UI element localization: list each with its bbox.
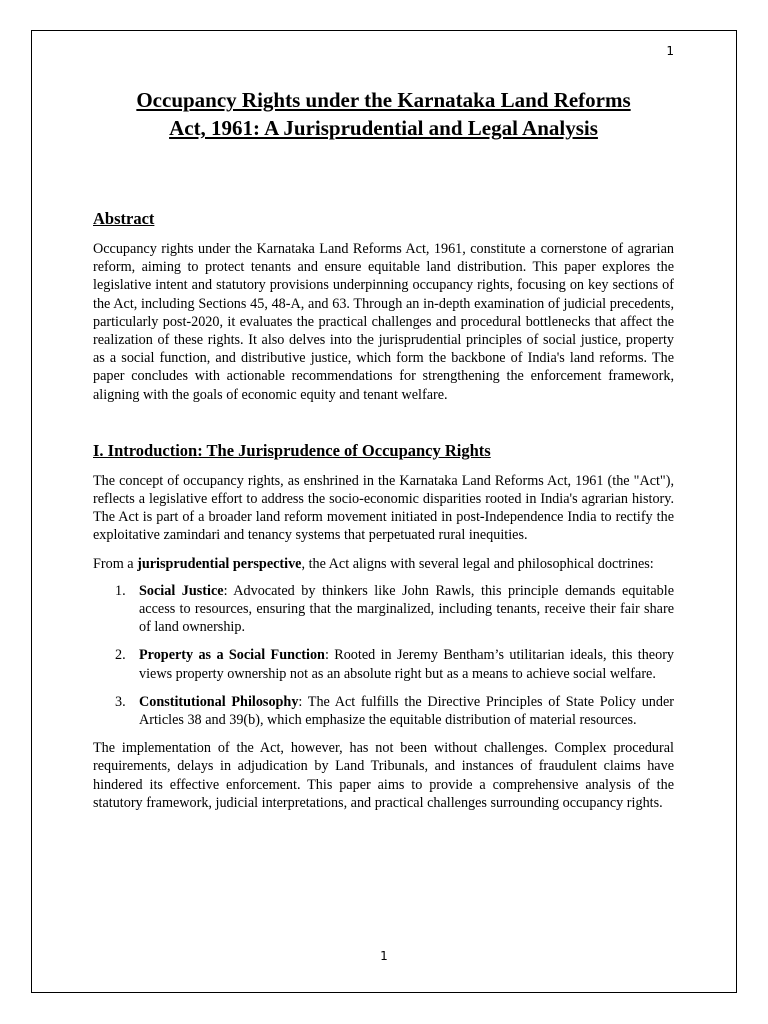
list-item-term: Property as a Social Function bbox=[139, 647, 325, 664]
list-item-term: Social Justice bbox=[139, 582, 224, 599]
title-line-2: Act, 1961: A Jurisprudential and Legal Analysis bbox=[169, 116, 598, 140]
list-item-number: 3. bbox=[115, 693, 126, 710]
para2-bold: jurisprudential perspective bbox=[137, 555, 302, 572]
abstract-heading: Abstract bbox=[93, 209, 155, 228]
doctrine-list bbox=[93, 582, 674, 729]
list-item bbox=[93, 693, 674, 729]
introduction-closing-paragraph: The implementation of the Act, however, has not been without challenges. Complex procedural requirements, delays in adjudication by Land Tribunals, and instances of fraudulent claims have hindered its effective enforcement. This paper aims to provide a comprehensive analysis of the statutory framework, judicial interpretations, and practical challenges surrounding occupancy rights. bbox=[93, 740, 674, 811]
list-item bbox=[93, 582, 674, 637]
list-item-text: : Advocated by thinkers like John Rawls, this principle demands equitable access to resources, ensuring that the marginalized, including tenants, receive their fair share of land ownership. bbox=[139, 582, 674, 636]
page-number-top: 1 bbox=[666, 44, 674, 58]
list-item-text: : Rooted in Jeremy Bentham’s utilitarian ideals, this theory views property ownership not as an absolute right but as a means to achieve social welfare. bbox=[139, 647, 675, 682]
list-item-text: : The Act fulfills the Directive Principles of State Policy under Articles 38 and 39(b), which emphasize the equitable distribution of material resources. bbox=[139, 693, 674, 729]
introduction-paragraph-1: The concept of occupancy rights, as enshrined in the Karnataka Land Reforms Act, 1961 (the "Act"), reflects a legislative effort to address the socio-economic disparities rooted in India's agrarian history. The Act is part of a broader land reform movement initiated in post-Independence India to rectify the exploitative zamindari and tenancy systems that perpetuated rural inequities. bbox=[93, 472, 674, 544]
introduction-paragraph-2 bbox=[93, 555, 674, 573]
list-item-number: 1. bbox=[115, 582, 126, 599]
title-line-1: Occupancy Rights under the Karnataka Land Reforms bbox=[136, 88, 631, 112]
para2-suffix: , the Act aligns with several legal and philosophical doctrines: bbox=[301, 555, 654, 572]
list-item-number: 2. bbox=[115, 647, 126, 664]
para2-prefix: From a bbox=[93, 555, 138, 572]
introduction-heading: I. Introduction: The Jurisprudence of Occupancy Rights bbox=[93, 440, 491, 460]
abstract-body: Occupancy rights under the Karnataka Land Reforms Act, 1961, constitute a cornerstone of agrarian reform, aiming to protect tenants and ensure equitable land distribution. This paper explores the legislative intent and statutory provisions underpinning occupancy rights, focusing on key sections of the Act, including Sections 45, 48-A, and 63. Through an in-depth examination of judicial precedents, particularly post-2020, it evaluates the practical challenges and procedural bottlenecks that affect the realization of these rights. It also delves into the jurisprudential principles of social justice, property as a social function, and distributive justice, which form the backbone of India's land reforms. The paper concludes with actionable recommendations for strengthening the enforcement framework, aligning with the goals of economic equity and tenant welfare. bbox=[93, 241, 674, 403]
document-title bbox=[93, 86, 674, 142]
document-content bbox=[93, 86, 674, 812]
list-item-term: Constitutional Philosophy bbox=[139, 693, 299, 710]
list-item bbox=[93, 646, 674, 682]
page-number-bottom: 1 bbox=[380, 949, 388, 963]
